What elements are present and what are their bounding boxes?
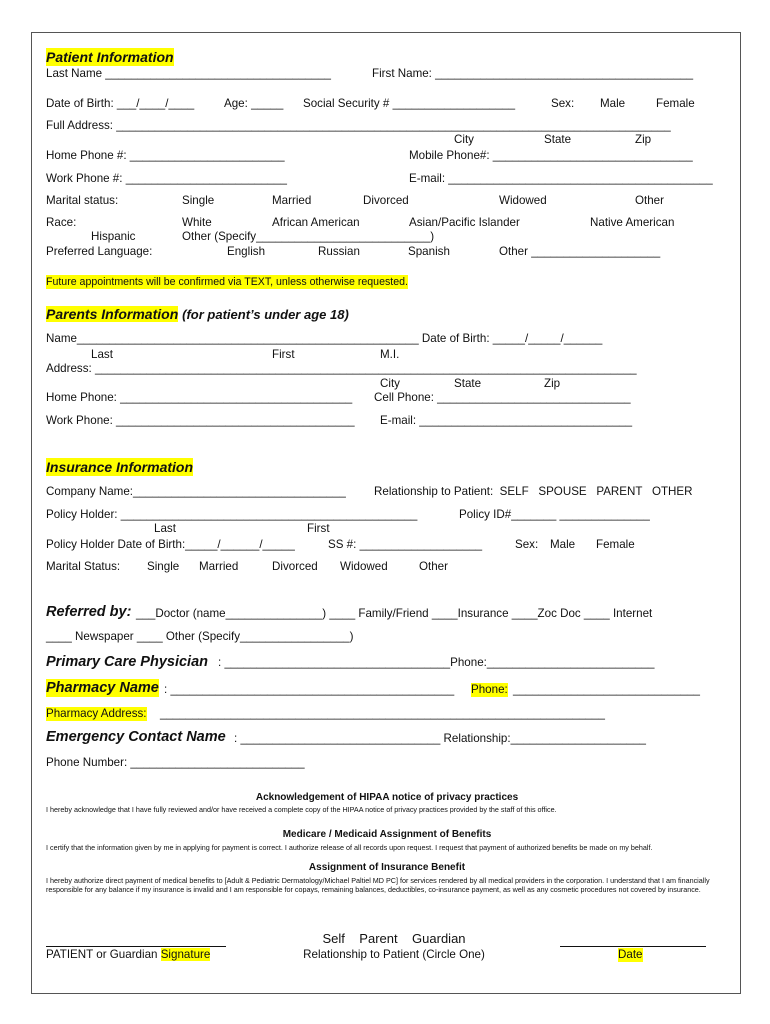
race-option-hispanic[interactable]: Hispanic bbox=[91, 230, 136, 243]
parents-info-title: Parents Information bbox=[46, 306, 179, 322]
language-option-spanish[interactable]: Spanish bbox=[408, 245, 450, 258]
policy-holder-last-label: Last bbox=[154, 522, 176, 535]
address-city-label: City bbox=[454, 133, 474, 146]
medicare-title: Medicare / Medicaid Assignment of Benefits bbox=[282, 829, 492, 840]
race-option-white[interactable]: White bbox=[182, 216, 212, 229]
email-field[interactable]: E-mail: _________________________________________ bbox=[409, 172, 713, 185]
patient-signature-text: PATIENT or Guardian bbox=[46, 948, 161, 961]
race-other-field[interactable]: Other (Specify___________________________) bbox=[182, 230, 435, 243]
marital-option-single[interactable]: Single bbox=[182, 194, 215, 207]
referred-by-options[interactable]: ___Doctor (name_______________) ____ Family/Friend ____Insurance ____Zoc Doc ____ Internet bbox=[136, 607, 653, 620]
full-address-field[interactable]: Full Address: ______________________________________________________________________________________ bbox=[46, 119, 671, 132]
marital-option-other[interactable]: Other bbox=[635, 194, 664, 207]
marital-option-divorced[interactable]: Divorced bbox=[363, 194, 409, 207]
policy-holder-ss-field[interactable]: SS #: ___________________ bbox=[328, 538, 483, 551]
ph-marital-single[interactable]: Single bbox=[147, 560, 180, 573]
marital-option-married[interactable]: Married bbox=[272, 194, 312, 207]
last-name-field[interactable]: Last Name ___________________________________ bbox=[46, 67, 331, 80]
policy-holder-sex-male[interactable]: Male bbox=[550, 538, 576, 551]
date-label: Date bbox=[618, 948, 643, 961]
text-confirmation-notice: Future appointments will be confirmed via TEXT, unless otherwise requested. bbox=[46, 276, 408, 288]
pharmacy-address-field[interactable]: _____________________________________________________________________ bbox=[160, 707, 605, 720]
signature-word: Signature bbox=[160, 948, 211, 961]
pcp-field[interactable]: : ___________________________________Phone:__________________________ bbox=[218, 656, 655, 669]
patient-registration-form bbox=[31, 32, 741, 994]
referred-by-label bbox=[46, 603, 131, 621]
parents-info-subtitle: (for patient’s under age 18) bbox=[182, 307, 349, 322]
parents-info-heading bbox=[46, 305, 349, 324]
patient-signature-label bbox=[46, 948, 210, 962]
patient-info-heading: Patient Information bbox=[46, 49, 174, 65]
home-phone-field[interactable]: Home Phone #: ________________________ bbox=[46, 149, 285, 162]
ph-marital-widowed[interactable]: Widowed bbox=[340, 560, 388, 573]
parent-mi-label: M.I. bbox=[380, 348, 400, 361]
policy-holder-sex-female[interactable]: Female bbox=[596, 538, 635, 551]
policy-id-field[interactable]: Policy ID#_______ ______________ bbox=[459, 508, 650, 521]
address-state-label: State bbox=[544, 133, 572, 146]
pharmacy-address-label: Pharmacy Address: bbox=[46, 707, 147, 720]
emergency-phone-field[interactable]: Phone Number: ___________________________ bbox=[46, 756, 305, 769]
parent-address-field[interactable]: Address: ____________________________________________________________________________________ bbox=[46, 362, 637, 375]
parent-zip-label: Zip bbox=[544, 377, 561, 390]
hipaa-text: I hereby acknowledge that I have fully reviewed and/or have received a complete copy of the HIPAA notice of privacy practices provided by the staff of this office. bbox=[46, 805, 557, 814]
patient-signature-line[interactable] bbox=[46, 946, 226, 947]
ph-marital-other[interactable]: Other bbox=[419, 560, 448, 573]
medicare-text: I certify that the information given by me in applying for payment is correct. I authorize release of all records upon request. I request that payment of authorized benefits be made on my behalf. bbox=[46, 843, 653, 852]
address-zip-label: Zip bbox=[635, 133, 652, 146]
parent-state-label: State bbox=[454, 377, 482, 390]
pharmacy-phone-label: Phone: bbox=[471, 683, 508, 696]
referred-by-colon: : bbox=[126, 604, 132, 620]
race-option-native-american[interactable]: Native American bbox=[590, 216, 675, 229]
emergency-contact-label: Emergency Contact Name bbox=[46, 729, 226, 745]
marital-status-label: Marital status: bbox=[46, 194, 119, 207]
pcp-label: Primary Care Physician bbox=[46, 654, 209, 670]
race-label: Race: bbox=[46, 216, 77, 229]
relationship-label: Relationship to Patient (Circle One) bbox=[303, 948, 485, 961]
relationship-circle-options[interactable]: Self Parent Guardian bbox=[322, 931, 466, 946]
pharmacy-name-field[interactable]: : ____________________________________________ bbox=[164, 683, 455, 696]
policy-holder-field[interactable]: Policy Holder: ______________________________________________ bbox=[46, 508, 418, 521]
age-field[interactable]: Age: _____ bbox=[224, 97, 284, 110]
parent-last-label: Last bbox=[91, 348, 113, 361]
assignment-title: Assignment of Insurance Benefit bbox=[308, 862, 466, 873]
parent-name-field[interactable]: Name_____________________________________________________ Date of Birth: _____/_____/______ bbox=[46, 332, 603, 345]
emergency-contact-field[interactable]: : _______________________________ Relationship:_____________________ bbox=[234, 732, 646, 745]
parent-work-phone-field[interactable]: Work Phone: _____________________________________ bbox=[46, 414, 355, 427]
policy-holder-marital-label: Marital Status: bbox=[46, 560, 121, 573]
insurance-relationship-options[interactable]: Relationship to Patient: SELF SPOUSE PARENT OTHER bbox=[374, 485, 693, 498]
language-label: Preferred Language: bbox=[46, 245, 153, 258]
race-option-african-american[interactable]: African American bbox=[272, 216, 360, 229]
marital-option-widowed[interactable]: Widowed bbox=[499, 194, 547, 207]
insurance-info-heading: Insurance Information bbox=[46, 459, 194, 475]
language-option-english[interactable]: English bbox=[227, 245, 266, 258]
pharmacy-name-label: Pharmacy Name bbox=[46, 680, 159, 696]
parent-home-phone-field[interactable]: Home Phone: ____________________________________ bbox=[46, 391, 353, 404]
parent-email-field[interactable]: E-mail: _________________________________ bbox=[380, 414, 633, 427]
referred-by-other-options[interactable]: ____ Newspaper ____ Other (Specify_________________) bbox=[46, 630, 354, 643]
parent-first-label: First bbox=[272, 348, 295, 361]
work-phone-field[interactable]: Work Phone #: _________________________ bbox=[46, 172, 287, 185]
sex-label: Sex: bbox=[551, 97, 575, 110]
parent-cell-phone-field[interactable]: Cell Phone: ______________________________ bbox=[374, 391, 631, 404]
policy-holder-dob-field[interactable]: Policy Holder Date of Birth:_____/______/_____ bbox=[46, 538, 295, 551]
sex-option-female[interactable]: Female bbox=[656, 97, 695, 110]
policy-holder-first-label: First bbox=[307, 522, 330, 535]
first-name-field[interactable]: First Name: ________________________________________ bbox=[372, 67, 694, 80]
dob-field[interactable]: Date of Birth: ___/____/____ bbox=[46, 97, 195, 110]
policy-holder-sex-label: Sex: bbox=[515, 538, 539, 551]
insurance-company-field[interactable]: Company Name:_________________________________ bbox=[46, 485, 346, 498]
ph-marital-married[interactable]: Married bbox=[199, 560, 239, 573]
pharmacy-phone-field[interactable]: _____________________________ bbox=[513, 683, 700, 696]
referred-by-text: Referred by bbox=[46, 604, 127, 620]
sex-option-male[interactable]: Male bbox=[600, 97, 626, 110]
hipaa-title: Acknowledgement of HIPAA notice of privacy practices bbox=[255, 792, 519, 803]
mobile-phone-field[interactable]: Mobile Phone#: _______________________________ bbox=[409, 149, 693, 162]
assignment-text: I hereby authorize direct payment of medical benefits to [Adult & Pediatric Dermatology/Michael Paltiel MD PC] for services rendered by all medical providers in the corporation. I understand that I am financially responsible for any balance if my insurance is invalid and I am responsible for copays, remaining balances, deductibles, co-insurance payment, as well as any cosmetic procedures not covered by insurance. bbox=[46, 876, 710, 894]
date-signature-line[interactable] bbox=[560, 946, 706, 947]
parent-city-label: City bbox=[380, 377, 400, 390]
language-other-field[interactable]: Other ____________________ bbox=[499, 245, 661, 258]
ph-marital-divorced[interactable]: Divorced bbox=[272, 560, 318, 573]
race-option-asian-pacific[interactable]: Asian/Pacific Islander bbox=[409, 216, 520, 229]
language-option-russian[interactable]: Russian bbox=[318, 245, 360, 258]
ssn-field[interactable]: Social Security # ___________________ bbox=[303, 97, 516, 110]
